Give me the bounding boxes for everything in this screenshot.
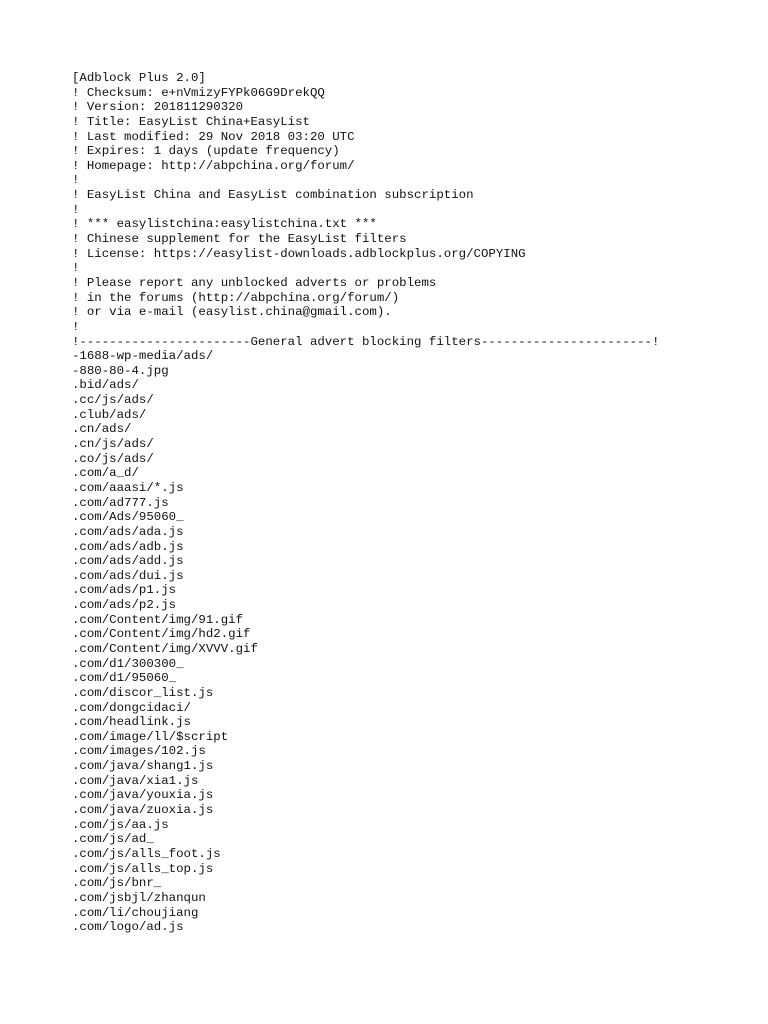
text-line: .com/Ads/95060_ (72, 510, 184, 525)
text-line: ! (72, 261, 80, 276)
text-line: .com/aaasi/*.js (72, 480, 184, 495)
text-line: !-----------------------General advert blocking filters-----------------------! (72, 334, 660, 349)
text-line: .co/js/ads/ (72, 451, 154, 466)
text-line: ! Chinese supplement for the EasyList filters (72, 232, 407, 247)
text-line: .cn/js/ads/ (72, 437, 154, 452)
text-line: .com/a_d/ (72, 466, 139, 481)
text-line: .com/js/alls_top.js (72, 861, 214, 876)
text-line: ! Last modified: 29 Nov 2018 03:20 UTC (72, 129, 355, 144)
text-line: .club/ads/ (72, 407, 147, 422)
text-line: ! License: https://easylist-downloads.adblockplus.org/COPYING (72, 246, 526, 261)
text-line: .com/headlink.js (72, 715, 191, 730)
text-line: ! Please report any unblocked adverts or problems (72, 275, 437, 290)
text-line: .com/js/alls_foot.js (72, 846, 221, 861)
text-line: .com/ads/dui.js (72, 568, 184, 583)
text-line: .com/ads/add.js (72, 554, 184, 569)
text-line: ! Version: 201811290320 (72, 100, 244, 115)
text-line: .com/d1/95060_ (72, 671, 177, 686)
text-line: [Adblock Plus 2.0] (72, 71, 206, 85)
text-line: ! Homepage: http://abpchina.org/forum/ (72, 158, 355, 173)
text-line: .cn/ads/ (72, 422, 132, 437)
text-line: ! *** easylistchina:easylistchina.txt *** (72, 217, 377, 232)
text-line: .com/java/youxia.js (72, 788, 214, 803)
text-line: .com/ads/ada.js (72, 524, 184, 539)
text-line: ! in the forums (http://abpchina.org/forum/) (72, 290, 400, 305)
text-line: .com/li/choujiang (72, 905, 199, 920)
text-line: .com/js/bnr_ (72, 876, 162, 891)
text-line: .com/Content/img/XVVV.gif (72, 641, 258, 656)
text-line: .com/ads/p1.js (72, 583, 177, 598)
text-line: ! or via e-mail (easylist.china@gmail.com). (72, 305, 392, 320)
text-line: .bid/ads/ (72, 378, 139, 393)
text-line: .com/d1/300300_ (72, 656, 184, 671)
text-line: .com/image/ll/$script (72, 729, 229, 744)
text-line: .com/ads/adb.js (72, 539, 184, 554)
text-line: .com/js/ad_ (72, 832, 154, 847)
text-line: .com/discor_list.js (72, 685, 214, 700)
text-line: .com/java/shang1.js (72, 759, 214, 774)
text-line: .com/Content/img/91.gif (72, 612, 244, 627)
text-line: .cc/js/ads/ (72, 393, 154, 408)
filter-list-document (72, 71, 752, 935)
text-line: .com/logo/ad.js (72, 920, 184, 935)
text-line: .com/dongcidaci/ (72, 700, 191, 715)
text-line: .com/java/zuoxia.js (72, 803, 214, 818)
text-line: ! (72, 319, 80, 334)
text-line: ! EasyList China and EasyList combination subscription (72, 188, 474, 203)
text-line: .com/js/aa.js (72, 817, 169, 832)
text-line: .com/Content/img/hd2.gif (72, 627, 251, 642)
text-line: ! Expires: 1 days (update frequency) (72, 144, 340, 159)
text-line: ! Checksum: e+nVmizyFYPk06G9DrekQQ (72, 85, 325, 100)
text-line: ! (72, 202, 80, 217)
text-line: ! Title: EasyList China+EasyList (72, 114, 310, 129)
text-line: .com/java/xia1.js (72, 773, 199, 788)
text-line: .com/images/102.js (72, 744, 206, 759)
text-line: -880-80-4.jpg (72, 363, 169, 378)
text-line: -1688-wp-media/ads/ (72, 349, 214, 364)
text-line: .com/ad777.js (72, 495, 169, 510)
text-line: .com/jsbjl/zhanqun (72, 890, 206, 905)
text-line: .com/ads/p2.js (72, 598, 177, 613)
text-line: ! (72, 173, 80, 188)
